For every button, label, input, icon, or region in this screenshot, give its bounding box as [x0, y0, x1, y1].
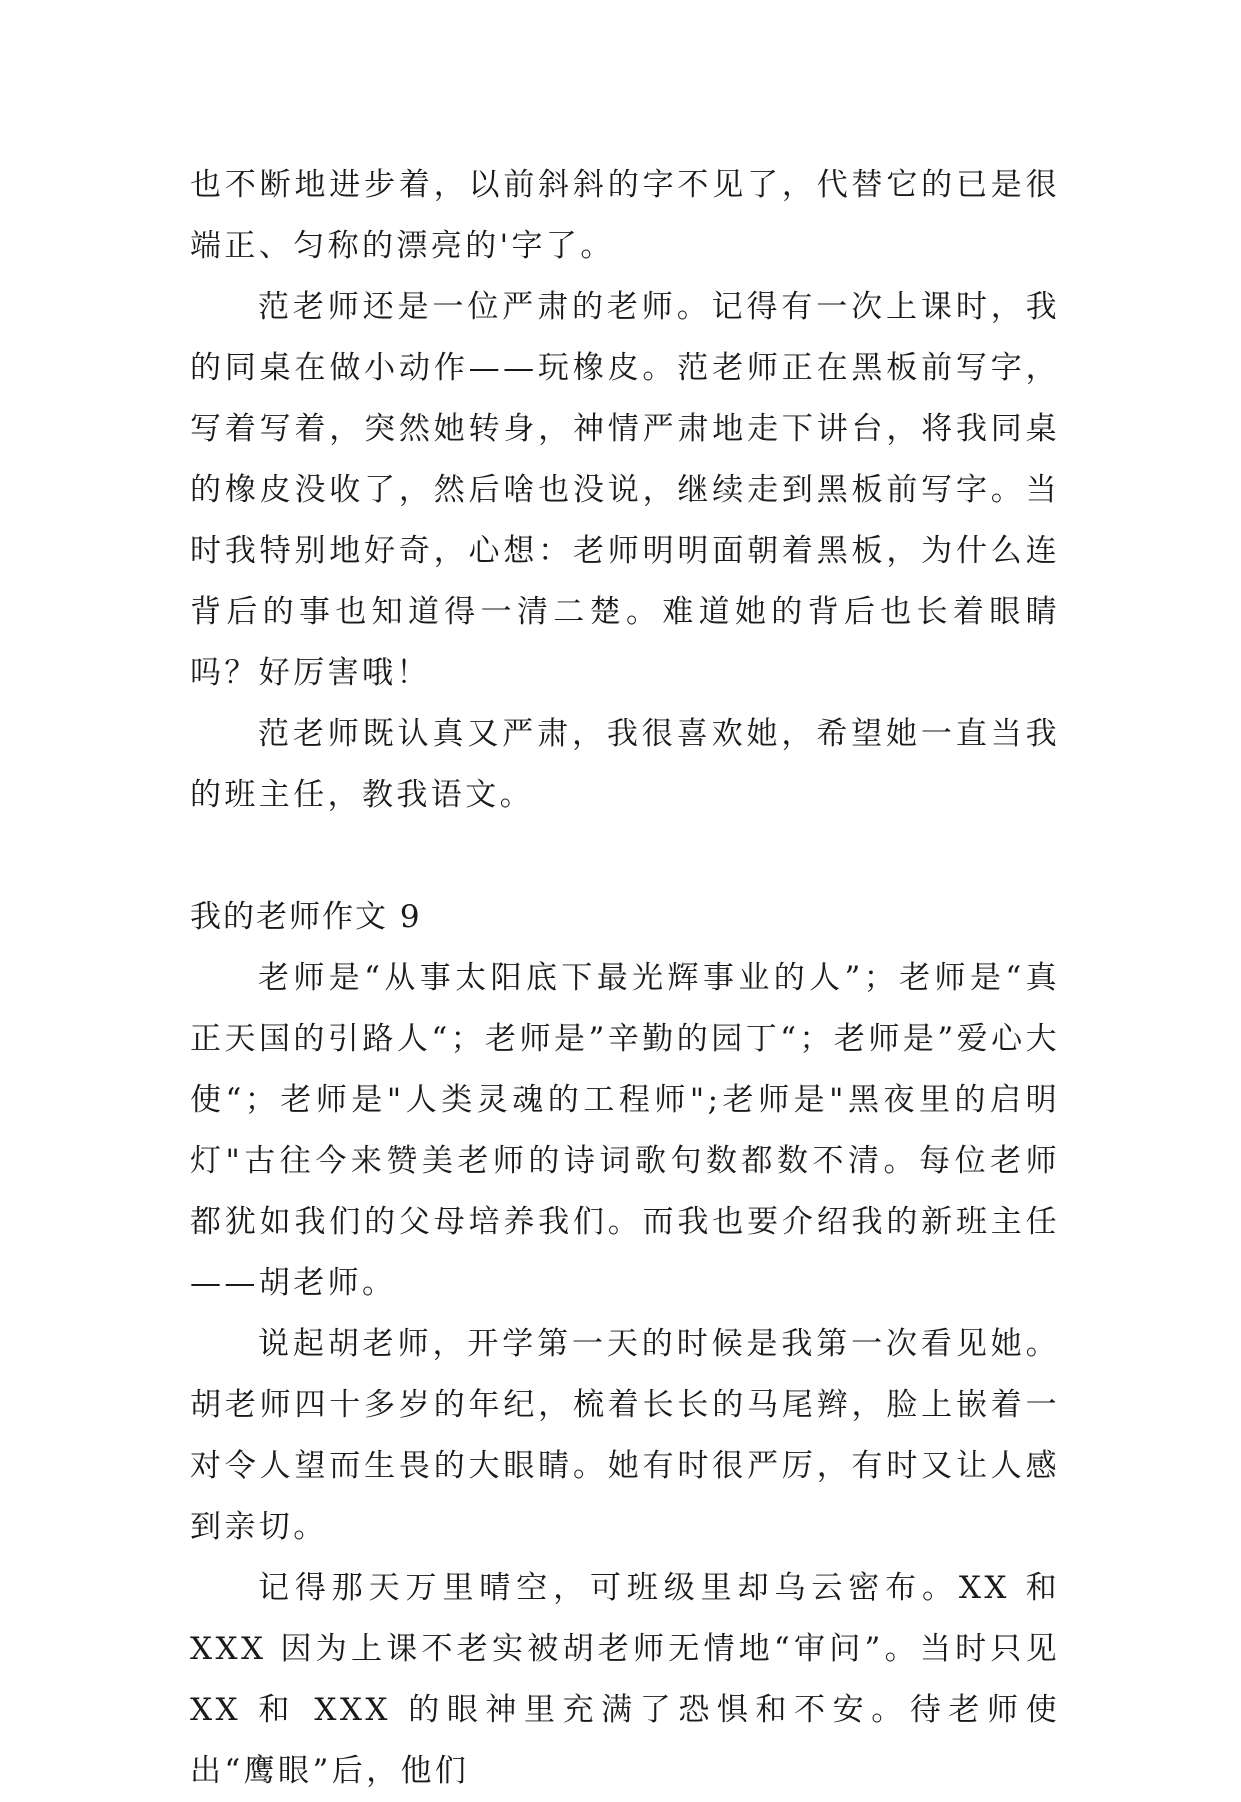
paragraph-first-meeting: 说起胡老师，开学第一天的时候是我第一次看见她。胡老师四十多岁的年纪，梳着长长的马尾辫，脸上嵌着一对令人望而生畏的大眼睛。她有时很严厉，有时又让人感到亲切。	[190, 1326, 1060, 1545]
paragraph-classroom-story: 记得那天万里晴空，可班级里却乌云密布。XX 和 XXX 因为上课不老实被胡老师无情地“审问”。当时只见 XX 和 XXX 的眼神里充满了恐惧和不安。待老师使出“鹰眼”后，他们	[190, 1570, 1060, 1789]
paragraph-strict-teacher: 范老师还是一位严肃的老师。记得有一次上课时，我的同桌在做小动作——玩橡皮。范老师正在黑板前写字，写着写着，突然她转身，神情严肃地走下讲台，将我同桌的橡皮没收了，然后啥也没说，继续走到黑板前写字。当时我特别地好奇，心想：老师明明面朝着黑板，为什么连背后的事也知道得一清二楚。难道她的背后也长着眼睛吗？好厉害哦！	[190, 289, 1060, 691]
paragraph-conclusion: 范老师既认真又严肃，我很喜欢她，希望她一直当我的班主任，教我语文。	[190, 716, 1060, 813]
document-body	[190, 155, 1060, 1802]
section-title: 我的老师作文 9	[190, 899, 422, 935]
paragraph-continued: 也不断地进步着，以前斜斜的字不见了，代替它的已是很端正、匀称的漂亮的'字了。	[190, 167, 1060, 264]
paragraph-teacher-praise: 老师是“从事太阳底下最光辉事业的人”；老师是“真正天国的引路人“；老师是”辛勤的园丁“；老师是”爱心大使“；老师是"人类灵魂的工程师";老师是"黑夜里的启明灯"古往今来赞美老师的诗词歌句数都数不清。每位老师都犹如我们的父母培养我们。而我也要介绍我的新班主任——胡老师。	[190, 960, 1060, 1301]
